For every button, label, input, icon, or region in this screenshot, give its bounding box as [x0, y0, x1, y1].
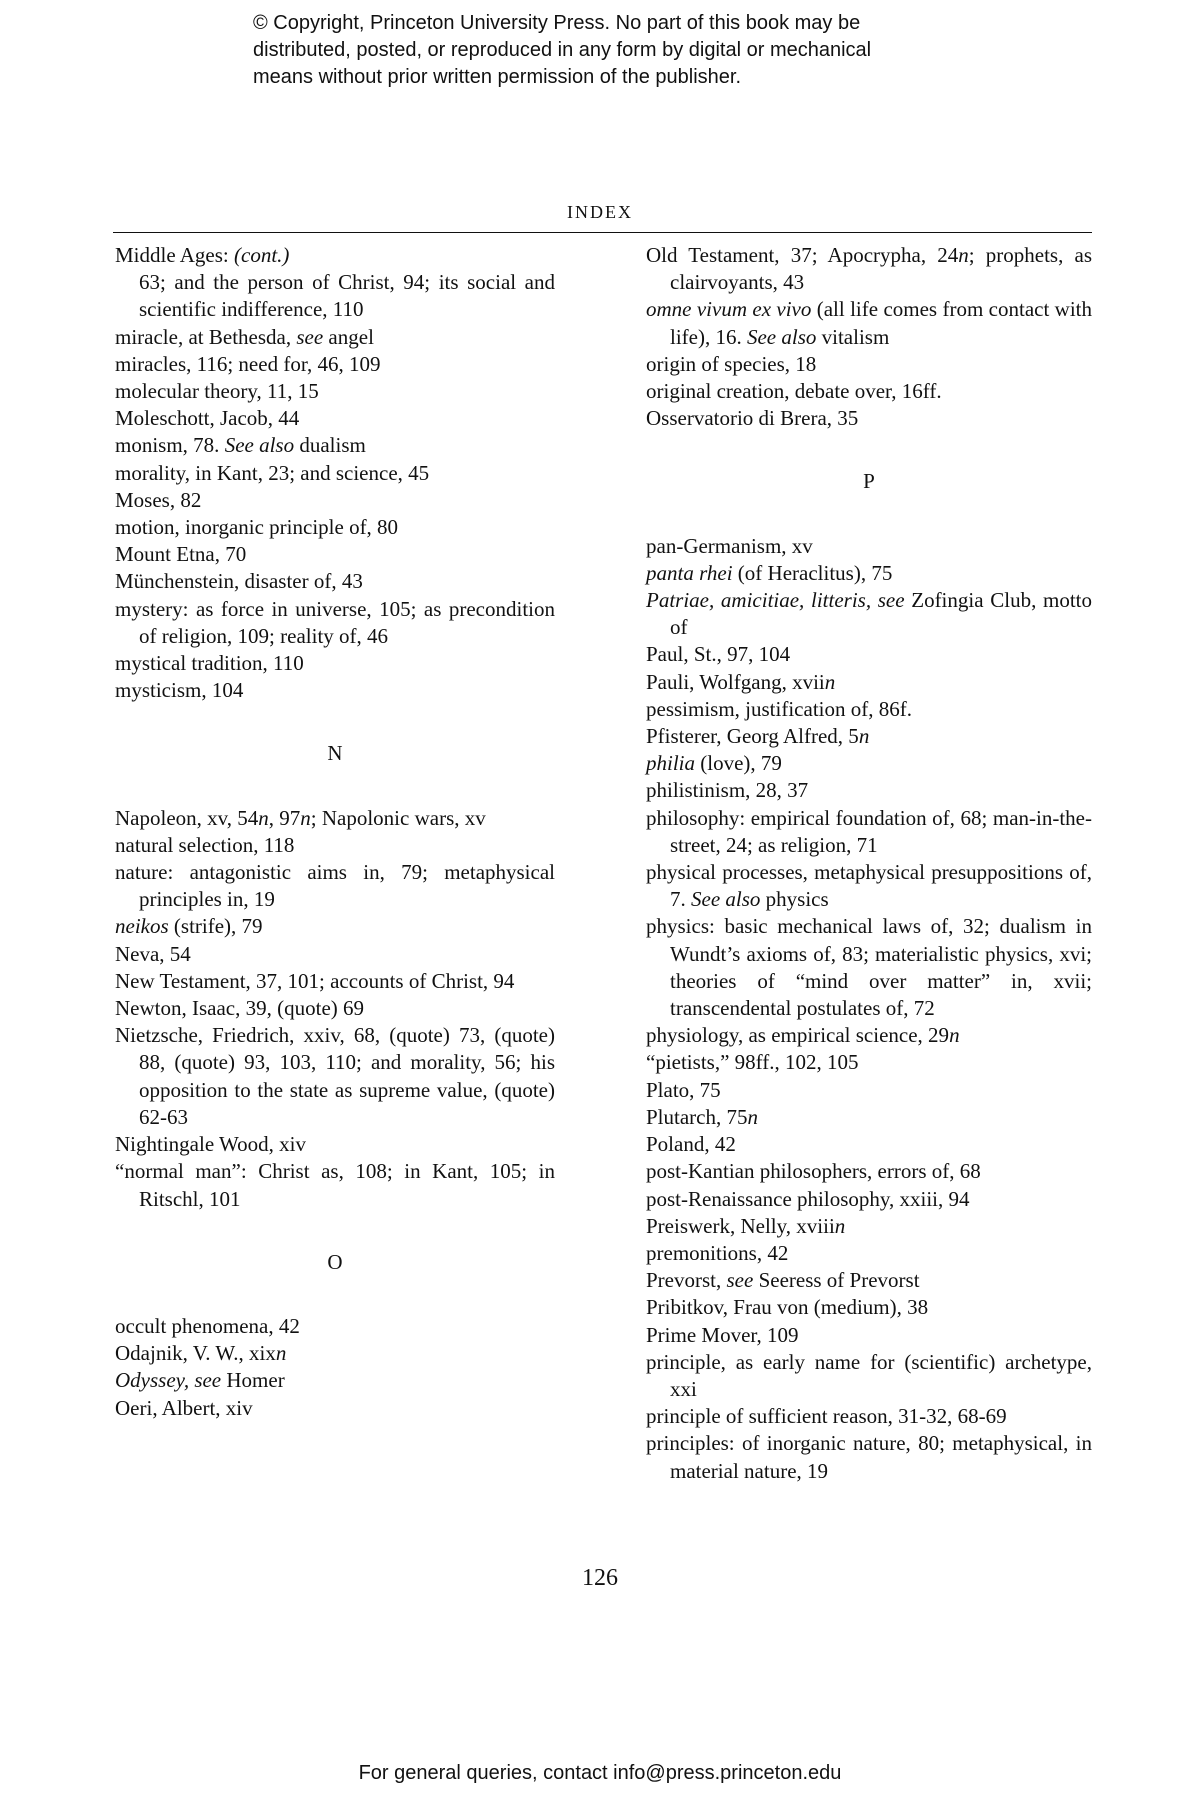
entry-text: 63; and the person of Christ, 94; its social and scientific indifference, 110 — [139, 270, 555, 322]
index-entry — [646, 378, 1092, 405]
entry-text: morality, in Kant, 23; and science, 45 — [115, 460, 430, 485]
index-entry — [646, 405, 1092, 432]
index-entry — [115, 568, 555, 595]
index-entry — [115, 1131, 555, 1158]
entry-text: original creation, debate over, 16ff. — [646, 379, 942, 404]
entry-text: physics: basic mechanical laws of, 32; dualism in Wundt’s axioms of, 83; materialistic physics, xvi; theories of “mind over matter” in, xvii; transcendental postulates of, 72 — [646, 914, 1092, 1021]
index-entry — [646, 587, 1092, 641]
entry-text: post-Kantian philosophers, errors of, 68 — [646, 1159, 981, 1184]
entry-text: n — [834, 1213, 846, 1238]
entry-text: Osservatorio di Brera, 35 — [646, 406, 859, 431]
entry-text: (of Heraclitus), 75 — [732, 560, 893, 585]
index-entry — [646, 1131, 1092, 1158]
index-entry — [115, 859, 555, 913]
entry-text: Zofingia Club, motto of — [670, 588, 1092, 640]
entry-text: n — [858, 724, 870, 749]
index-entry — [646, 1403, 1092, 1430]
entry-text: Prime Mover, 109 — [646, 1322, 799, 1347]
index-entry — [115, 1367, 555, 1394]
entry-text: see — [726, 1268, 754, 1293]
entry-text: (strife), 79 — [168, 914, 263, 939]
index-entry — [115, 1158, 555, 1212]
entry-text: n — [275, 1341, 287, 1366]
entry-text: Plato, 75 — [646, 1077, 721, 1102]
entry-text: (love), 79 — [695, 751, 782, 776]
entry-text: See also — [691, 887, 761, 912]
entry-text: n — [958, 243, 969, 267]
entry-text: Neva, 54 — [115, 941, 191, 966]
section-letter: N — [327, 741, 343, 766]
index-entry — [646, 913, 1092, 1022]
entry-text: mystical tradition, 110 — [115, 651, 304, 676]
index-entry — [646, 750, 1092, 777]
index-entry — [115, 995, 555, 1022]
index-entry — [115, 805, 555, 832]
entry-text: Pauli, Wolfgang, xvii — [646, 669, 825, 694]
index-entry — [646, 1267, 1092, 1294]
index-entry — [115, 324, 555, 351]
entry-text: origin of species, 18 — [646, 351, 817, 376]
index-entry — [646, 1077, 1092, 1104]
entry-text: omne vivum ex vivo — [646, 297, 812, 322]
entry-text: natural selection, 118 — [115, 832, 295, 857]
index-entry — [115, 968, 555, 995]
index-entry — [646, 805, 1092, 859]
index-entry — [115, 405, 555, 432]
index-entry — [115, 1340, 555, 1367]
entry-text: n — [300, 805, 311, 830]
index-entry — [115, 596, 555, 650]
index-column-right — [646, 242, 1092, 1485]
entry-text: miracle, at Bethesda, — [115, 324, 297, 349]
entry-text: n — [949, 1023, 960, 1048]
entry-text: mysticism, 104 — [115, 678, 244, 703]
index-entry — [115, 677, 555, 704]
entry-text: molecular theory, 11, 15 — [115, 379, 319, 404]
entry-text: Münchenstein, disaster of, 43 — [115, 569, 363, 594]
index-entry — [115, 941, 555, 968]
entry-text: Plutarch, 75 — [646, 1104, 748, 1129]
index-entry — [646, 1186, 1092, 1213]
index-entry — [646, 1104, 1092, 1131]
entry-text: Seeress of Prevorst — [753, 1268, 920, 1293]
entry-text: Prevorst, — [646, 1268, 727, 1293]
entry-text: ; Napolonic wars, xv — [310, 805, 486, 830]
entry-text: Homer — [221, 1368, 285, 1393]
index-entry — [646, 242, 1092, 296]
entry-text: See also — [224, 433, 295, 458]
entry-text: “pietists,” 98ff., 102, 105 — [646, 1050, 859, 1075]
entry-text: New Testament, 37, 101; accounts of Christ, 94 — [115, 968, 515, 993]
entry-text: Odajnik, V. W., xix — [115, 1341, 276, 1366]
entry-text: Patriae, amicitiae, litteris, see — [646, 588, 905, 613]
copyright-notice — [253, 10, 1013, 91]
index-entry — [646, 1240, 1092, 1267]
index-entry — [646, 1213, 1092, 1240]
index-entry — [115, 351, 555, 378]
index-entry — [646, 533, 1092, 560]
index-entry — [646, 560, 1092, 587]
entry-text: physical processes, metaphysical presuppositions of, 7. — [646, 860, 1092, 912]
footer-contact: For general queries, contact info@press.princeton.edu — [358, 1762, 842, 1784]
index-entry — [115, 1022, 555, 1131]
entry-text: Poland, 42 — [646, 1132, 736, 1157]
entry-text: n — [747, 1104, 758, 1129]
index-entry — [646, 696, 1092, 723]
entry-text: (cont.) — [234, 243, 290, 267]
entry-text: mystery: as force in universe, 105; as precondition of religion, 109; reality of, 46 — [115, 596, 555, 648]
index-entry — [115, 432, 555, 459]
entry-text: (all life comes from contact with life), 16. — [670, 297, 1093, 349]
entry-text: panta rhei — [646, 560, 733, 585]
section-letter: P — [863, 469, 875, 494]
index-entry — [115, 514, 555, 541]
index-entry — [646, 1349, 1092, 1403]
index-entry — [646, 1322, 1092, 1349]
entry-text: Moleschott, Jacob, 44 — [115, 406, 300, 431]
index-entry — [646, 351, 1092, 378]
entry-text: Nietzsche, Friedrich, xxiv, 68, (quote) 73, (quote) 88, (quote) 93, 103, 110; and morality, 56; his opposition to the state as supreme value, (quote) 62-63 — [115, 1023, 555, 1129]
index-entry — [646, 777, 1092, 804]
index-entry — [115, 541, 555, 568]
entry-text: principle, as early name for (scientific) archetype, xxi — [646, 1349, 1092, 1401]
index-entry — [115, 460, 555, 487]
entry-text: nature: antagonistic aims in, 79; metaphysical principles in, 19 — [115, 860, 555, 912]
entry-text: Newton, Isaac, 39, (quote) 69 — [115, 996, 365, 1021]
entry-text: Odyssey, see — [115, 1368, 222, 1393]
entry-text: Preiswerk, Nelly, xviii — [646, 1213, 835, 1238]
entry-text: Old Testament, 37; Apocrypha, 24 — [646, 243, 959, 267]
entry-text: premonitions, 42 — [646, 1240, 789, 1265]
entry-text: vitalism — [816, 324, 890, 349]
entry-text: Pfisterer, Georg Alfred, 5 — [646, 724, 859, 749]
entry-text: pan-Germanism, xv — [646, 533, 813, 558]
entry-text: , 97 — [268, 805, 301, 830]
index-entry — [115, 913, 555, 940]
index-entry — [646, 641, 1092, 668]
copyright-line: © Copyright, Princeton University Press. No part of this book may be — [253, 12, 861, 34]
index-entry — [115, 832, 555, 859]
entry-text: Middle Ages: — [115, 243, 234, 267]
entry-text: see — [296, 324, 324, 349]
entry-text: n — [824, 669, 836, 694]
entry-text: dualism — [294, 433, 366, 458]
index-column-left — [115, 242, 555, 1422]
entry-text: monism, 78. — [115, 433, 225, 458]
page-number: 126 — [582, 1565, 618, 1591]
entry-text: Pribitkov, Frau von (medium), 38 — [646, 1295, 929, 1320]
entry-text: See also — [746, 324, 817, 349]
index-entry — [646, 1049, 1092, 1076]
entry-text: principles: of inorganic nature, 80; metaphysical, in material nature, 19 — [646, 1431, 1092, 1483]
index-entry — [115, 378, 555, 405]
entry-text: Nightingale Wood, xiv — [115, 1132, 306, 1157]
section-letter: O — [327, 1249, 343, 1274]
entry-text: Moses, 82 — [115, 487, 202, 512]
entry-text: n — [258, 805, 269, 830]
entry-text: motion, inorganic principle of, 80 — [115, 515, 399, 540]
copyright-line: means without prior written permission of the publisher. — [253, 66, 742, 88]
entry-text: miracles, 116; need for, 46, 109 — [115, 351, 381, 376]
running-head: INDEX — [567, 202, 633, 222]
index-entry — [646, 859, 1092, 913]
entry-text: post-Renaissance philosophy, xxiii, 94 — [646, 1186, 970, 1211]
index-entry — [115, 242, 555, 269]
index-entry — [646, 1294, 1092, 1321]
index-entry — [115, 1395, 555, 1422]
index-entry — [646, 1430, 1092, 1484]
index-entry — [646, 1158, 1092, 1185]
index-entry — [115, 1313, 555, 1340]
header-rule — [113, 232, 1092, 233]
entry-text: neikos — [115, 914, 169, 939]
index-entry — [646, 669, 1092, 696]
entry-text: “normal man”: Christ as, 108; in Kant, 105; in Ritschl, 101 — [115, 1159, 555, 1211]
entry-text: Napoleon, xv, 54 — [115, 805, 259, 830]
index-entry — [646, 723, 1092, 750]
index-entry — [115, 650, 555, 677]
entry-text: ; prophets, as clairvoyants, 43 — [670, 243, 1092, 295]
index-entry — [646, 1022, 1092, 1049]
entry-text: Mount Etna, 70 — [115, 542, 247, 567]
entry-text: occult phenomena, 42 — [115, 1313, 300, 1338]
entry-text: Paul, St., 97, 104 — [646, 642, 791, 667]
entry-text: philistinism, 28, 37 — [646, 778, 809, 803]
entry-text: philosophy: empirical foundation of, 68; man-in-the-street, 24; as religion, 71 — [646, 805, 1092, 857]
index-entry-continued — [115, 269, 555, 323]
entry-text: pessimism, justification of, 86f. — [646, 696, 912, 721]
index-entry — [115, 487, 555, 514]
entry-text: physiology, as empirical science, 29 — [646, 1023, 950, 1048]
entry-text: philia — [646, 751, 696, 776]
index-entry — [646, 296, 1092, 350]
entry-text: principle of sufficient reason, 31-32, 68-69 — [646, 1404, 1007, 1429]
entry-text: physics — [760, 887, 829, 912]
copyright-line: distributed, posted, or reproduced in any form by digital or mechanical — [253, 39, 872, 61]
entry-text: angel — [323, 324, 374, 349]
entry-text: Oeri, Albert, xiv — [115, 1395, 253, 1420]
